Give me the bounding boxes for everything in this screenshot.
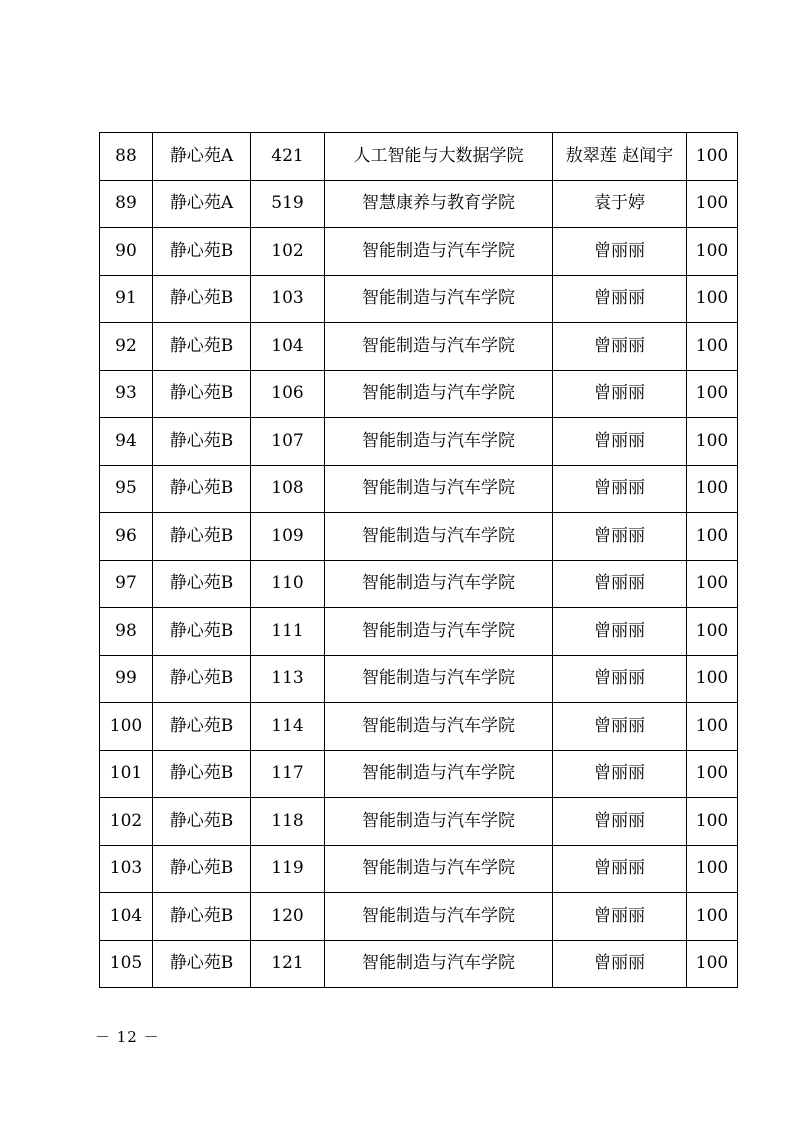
room-number-cell: 421 xyxy=(251,133,325,181)
table-row xyxy=(100,655,738,703)
row-number-cell: 102 xyxy=(100,798,153,846)
building-cell: 静心苑B xyxy=(153,418,251,466)
score-cell: 100 xyxy=(687,893,738,941)
teacher-cell: 敖翠莲 赵闻宇 xyxy=(553,133,687,181)
room-number-cell: 109 xyxy=(251,513,325,561)
row-number-cell: 95 xyxy=(100,465,153,513)
score-cell: 100 xyxy=(687,513,738,561)
row-number-cell: 93 xyxy=(100,370,153,418)
teacher-cell: 曾丽丽 xyxy=(553,940,687,988)
teacher-cell: 曾丽丽 xyxy=(553,798,687,846)
table-row xyxy=(100,703,738,751)
teacher-cell: 曾丽丽 xyxy=(553,323,687,371)
row-number-cell: 90 xyxy=(100,228,153,276)
table-row xyxy=(100,845,738,893)
room-number-cell: 108 xyxy=(251,465,325,513)
room-number-cell: 103 xyxy=(251,275,325,323)
teacher-cell: 曾丽丽 xyxy=(553,750,687,798)
teacher-cell: 曾丽丽 xyxy=(553,893,687,941)
teacher-cell: 曾丽丽 xyxy=(553,465,687,513)
table-row xyxy=(100,323,738,371)
dormitory-score-table xyxy=(99,132,738,988)
score-cell: 100 xyxy=(687,845,738,893)
score-cell: 100 xyxy=(687,370,738,418)
college-cell: 智能制造与汽车学院 xyxy=(325,940,553,988)
room-number-cell: 120 xyxy=(251,893,325,941)
building-cell: 静心苑A xyxy=(153,133,251,181)
building-cell: 静心苑B xyxy=(153,560,251,608)
college-cell: 智慧康养与教育学院 xyxy=(325,180,553,228)
room-number-cell: 107 xyxy=(251,418,325,466)
building-cell: 静心苑B xyxy=(153,750,251,798)
building-cell: 静心苑B xyxy=(153,608,251,656)
room-number-cell: 519 xyxy=(251,180,325,228)
college-cell: 智能制造与汽车学院 xyxy=(325,845,553,893)
college-cell: 智能制造与汽车学院 xyxy=(325,323,553,371)
table-row xyxy=(100,513,738,561)
college-cell: 智能制造与汽车学院 xyxy=(325,228,553,276)
score-cell: 100 xyxy=(687,465,738,513)
college-cell: 智能制造与汽车学院 xyxy=(325,655,553,703)
room-number-cell: 119 xyxy=(251,845,325,893)
room-number-cell: 117 xyxy=(251,750,325,798)
teacher-cell: 袁于婷 xyxy=(553,180,687,228)
college-cell: 智能制造与汽车学院 xyxy=(325,798,553,846)
table-row xyxy=(100,228,738,276)
table-row xyxy=(100,180,738,228)
score-cell: 100 xyxy=(687,798,738,846)
table-row xyxy=(100,608,738,656)
row-number-cell: 91 xyxy=(100,275,153,323)
building-cell: 静心苑B xyxy=(153,798,251,846)
building-cell: 静心苑A xyxy=(153,180,251,228)
building-cell: 静心苑B xyxy=(153,370,251,418)
teacher-cell: 曾丽丽 xyxy=(553,275,687,323)
page-number: － 12 － xyxy=(95,1028,160,1046)
row-number-cell: 100 xyxy=(100,703,153,751)
score-cell: 100 xyxy=(687,228,738,276)
building-cell: 静心苑B xyxy=(153,275,251,323)
building-cell: 静心苑B xyxy=(153,228,251,276)
score-cell: 100 xyxy=(687,750,738,798)
building-cell: 静心苑B xyxy=(153,703,251,751)
college-cell: 智能制造与汽车学院 xyxy=(325,513,553,561)
room-number-cell: 106 xyxy=(251,370,325,418)
building-cell: 静心苑B xyxy=(153,940,251,988)
table-row xyxy=(100,133,738,181)
college-cell: 智能制造与汽车学院 xyxy=(325,418,553,466)
row-number-cell: 103 xyxy=(100,845,153,893)
college-cell: 智能制造与汽车学院 xyxy=(325,465,553,513)
room-number-cell: 102 xyxy=(251,228,325,276)
table-row xyxy=(100,560,738,608)
teacher-cell: 曾丽丽 xyxy=(553,228,687,276)
building-cell: 静心苑B xyxy=(153,845,251,893)
room-number-cell: 121 xyxy=(251,940,325,988)
building-cell: 静心苑B xyxy=(153,323,251,371)
row-number-cell: 89 xyxy=(100,180,153,228)
teacher-cell: 曾丽丽 xyxy=(553,608,687,656)
row-number-cell: 98 xyxy=(100,608,153,656)
row-number-cell: 99 xyxy=(100,655,153,703)
table-row xyxy=(100,750,738,798)
teacher-cell: 曾丽丽 xyxy=(553,703,687,751)
teacher-cell: 曾丽丽 xyxy=(553,655,687,703)
college-cell: 智能制造与汽车学院 xyxy=(325,560,553,608)
teacher-cell: 曾丽丽 xyxy=(553,513,687,561)
row-number-cell: 88 xyxy=(100,133,153,181)
room-number-cell: 118 xyxy=(251,798,325,846)
table-row xyxy=(100,940,738,988)
college-cell: 智能制造与汽车学院 xyxy=(325,703,553,751)
college-cell: 智能制造与汽车学院 xyxy=(325,275,553,323)
building-cell: 静心苑B xyxy=(153,513,251,561)
teacher-cell: 曾丽丽 xyxy=(553,418,687,466)
teacher-cell: 曾丽丽 xyxy=(553,560,687,608)
score-cell: 100 xyxy=(687,418,738,466)
college-cell: 智能制造与汽车学院 xyxy=(325,893,553,941)
table-row xyxy=(100,370,738,418)
row-number-cell: 105 xyxy=(100,940,153,988)
teacher-cell: 曾丽丽 xyxy=(553,370,687,418)
college-cell: 智能制造与汽车学院 xyxy=(325,608,553,656)
row-number-cell: 97 xyxy=(100,560,153,608)
table-row xyxy=(100,418,738,466)
room-number-cell: 104 xyxy=(251,323,325,371)
table-row xyxy=(100,275,738,323)
table-body xyxy=(100,133,738,988)
score-cell: 100 xyxy=(687,275,738,323)
row-number-cell: 104 xyxy=(100,893,153,941)
table-row xyxy=(100,893,738,941)
score-cell: 100 xyxy=(687,608,738,656)
room-number-cell: 110 xyxy=(251,560,325,608)
building-cell: 静心苑B xyxy=(153,893,251,941)
table-row xyxy=(100,798,738,846)
row-number-cell: 96 xyxy=(100,513,153,561)
score-cell: 100 xyxy=(687,703,738,751)
teacher-cell: 曾丽丽 xyxy=(553,845,687,893)
room-number-cell: 111 xyxy=(251,608,325,656)
room-number-cell: 113 xyxy=(251,655,325,703)
row-number-cell: 94 xyxy=(100,418,153,466)
score-cell: 100 xyxy=(687,323,738,371)
table-row xyxy=(100,465,738,513)
score-cell: 100 xyxy=(687,180,738,228)
college-cell: 智能制造与汽车学院 xyxy=(325,370,553,418)
row-number-cell: 101 xyxy=(100,750,153,798)
score-cell: 100 xyxy=(687,133,738,181)
college-cell: 智能制造与汽车学院 xyxy=(325,750,553,798)
building-cell: 静心苑B xyxy=(153,465,251,513)
row-number-cell: 92 xyxy=(100,323,153,371)
college-cell: 人工智能与大数据学院 xyxy=(325,133,553,181)
score-cell: 100 xyxy=(687,655,738,703)
building-cell: 静心苑B xyxy=(153,655,251,703)
score-cell: 100 xyxy=(687,560,738,608)
score-cell: 100 xyxy=(687,940,738,988)
room-number-cell: 114 xyxy=(251,703,325,751)
